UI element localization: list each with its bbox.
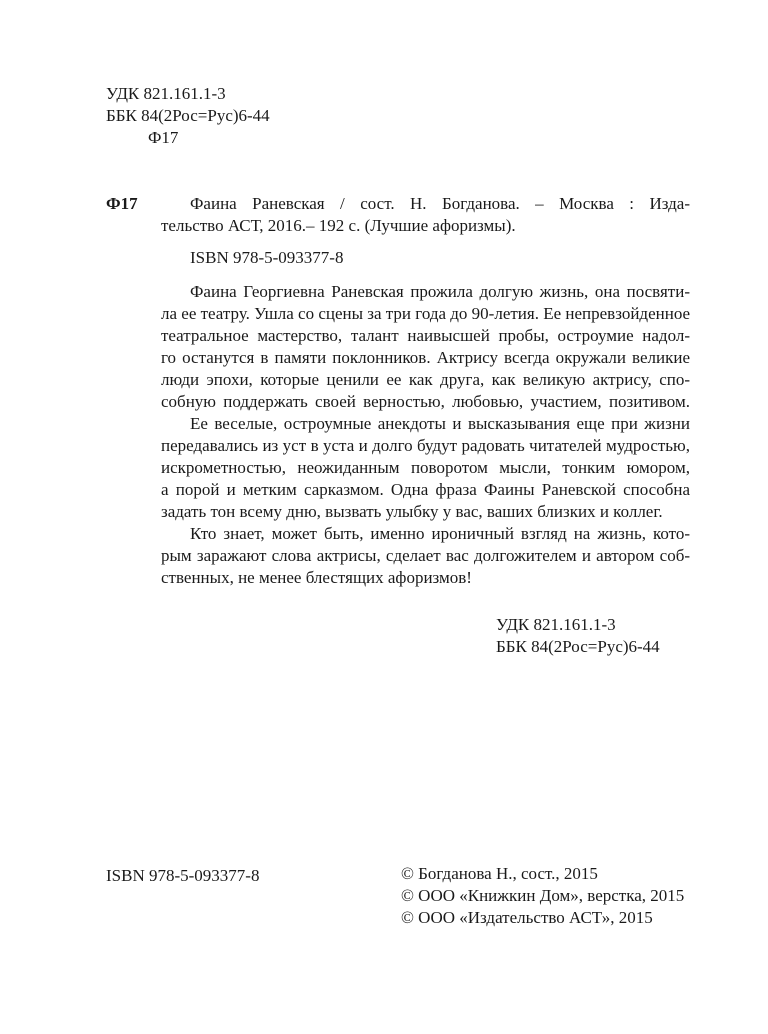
- annotation-line: люди эпохи, которые ценили ее как друга, как великую актрису, спо-: [161, 370, 690, 389]
- entry-isbn: ISBN 978-5-093377-8: [190, 248, 344, 267]
- annotation-line: Фаина Георгиевна Раневская прожила долгую жизнь, она посвяти-: [190, 282, 690, 301]
- annotation-line: передавались из уст в уста и долго будут радовать читателей мудростью,: [161, 436, 690, 455]
- biblio-line: тельство АСТ, 2016.– 192 с. (Лучшие афоризмы).: [161, 216, 516, 235]
- copyright-line: © Богданова Н., сост., 2015: [401, 864, 598, 883]
- udk-code: УДК 821.161.1-3: [106, 84, 226, 103]
- biblio-line: Фаина Раневская / сост. Н. Богданова. – Москва : Изда-: [190, 194, 690, 213]
- author-mark: Ф17: [148, 128, 179, 147]
- annotation-line: ла ее театру. Ушла со сцены за три года до 90-летия. Ее непревзойденное: [161, 304, 691, 323]
- annotation-line: а порой и метким сарказмом. Одна фраза Фаины Раневской способна: [161, 480, 690, 499]
- bbk-code-right: ББК 84(2Рос=Рус)6-44: [496, 637, 660, 656]
- annotation-line: Ее веселые, остроумные анекдоты и высказывания еще при жизни: [190, 414, 690, 433]
- bbk-code: ББК 84(2Рос=Рус)6-44: [106, 106, 270, 125]
- annotation-line: го останутся в памяти поклонников. Актрису всегда окружали великие: [161, 348, 690, 367]
- copyright-line: © ООО «Книжкин Дом», верстка, 2015: [401, 886, 685, 905]
- annotation-line: театральное мастерство, талант наивысшей пробы, остроумие надол-: [161, 326, 690, 345]
- annotation-line: задать тон всему дню, вызвать улыбку у вас, ваших близких и коллег.: [161, 502, 663, 521]
- annotation-line: рым заражают слова актрисы, сделает вас долгожителем и автором соб-: [161, 546, 690, 565]
- footer-isbn: ISBN 978-5-093377-8: [106, 866, 260, 885]
- annotation-line: Кто знает, может быть, именно ироничный взгляд на жизнь, кото-: [190, 524, 690, 543]
- copyright-line: © ООО «Издательство АСТ», 2015: [401, 908, 653, 927]
- annotation-line: искрометностью, неожиданным поворотом мысли, тонким юмором,: [161, 458, 690, 477]
- entry-author-mark: Ф17: [106, 194, 138, 213]
- annotation-line: ственных, не менее блестящих афоризмов!: [161, 568, 472, 587]
- annotation-line: собную поддержать своей верностью, любовью, участием, позитивом.: [161, 392, 690, 411]
- udk-code-right: УДК 821.161.1-3: [496, 615, 616, 634]
